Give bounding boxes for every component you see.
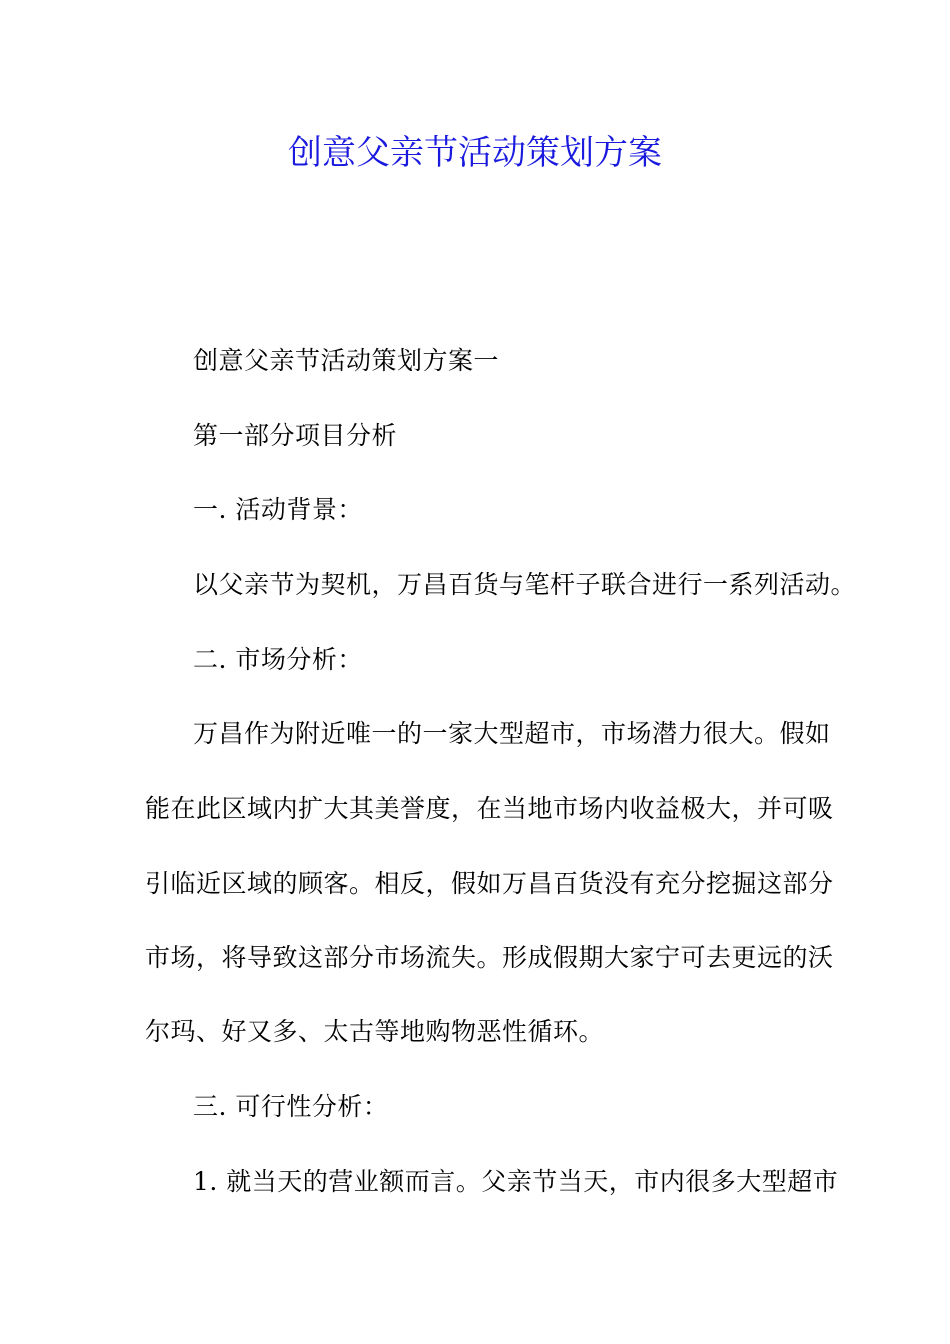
plan-heading: 创意父亲节活动策划方案一 (193, 346, 500, 375)
paragraph-line: 能在此区域内扩大其美誉度，在当地市场内收益极大，并可吸 (145, 794, 834, 823)
paragraph-line: 尔玛、好又多、太古等地购物恶性循环。 (145, 1017, 605, 1046)
part-heading: 第一部分项目分析 (193, 421, 398, 450)
paragraph-line: 市场，将导致这部分市场流失。形成假期大家宁可去更远的沃 (145, 943, 834, 972)
section-heading-market: 二. 市场分析： (193, 645, 363, 674)
paragraph-line: 万昌作为附近唯一的一家大型超市，市场潜力很大。假如 (193, 719, 831, 748)
list-item: 1. 就当天的营业额而言。父亲节当天，市内很多大型超市 (193, 1167, 839, 1196)
section-heading-feasibility: 三. 可行性分析： (193, 1092, 389, 1121)
section-heading-background: 一. 活动背景： (193, 495, 363, 524)
paragraph-background: 以父亲节为契机，万昌百货与笔杆子联合进行一系列活动。 (193, 570, 857, 599)
paragraph-line: 引临近区域的顾客。相反，假如万昌百货没有充分挖掘这部分 (145, 869, 834, 898)
document-title: 创意父亲节活动策划方案 (288, 133, 662, 173)
